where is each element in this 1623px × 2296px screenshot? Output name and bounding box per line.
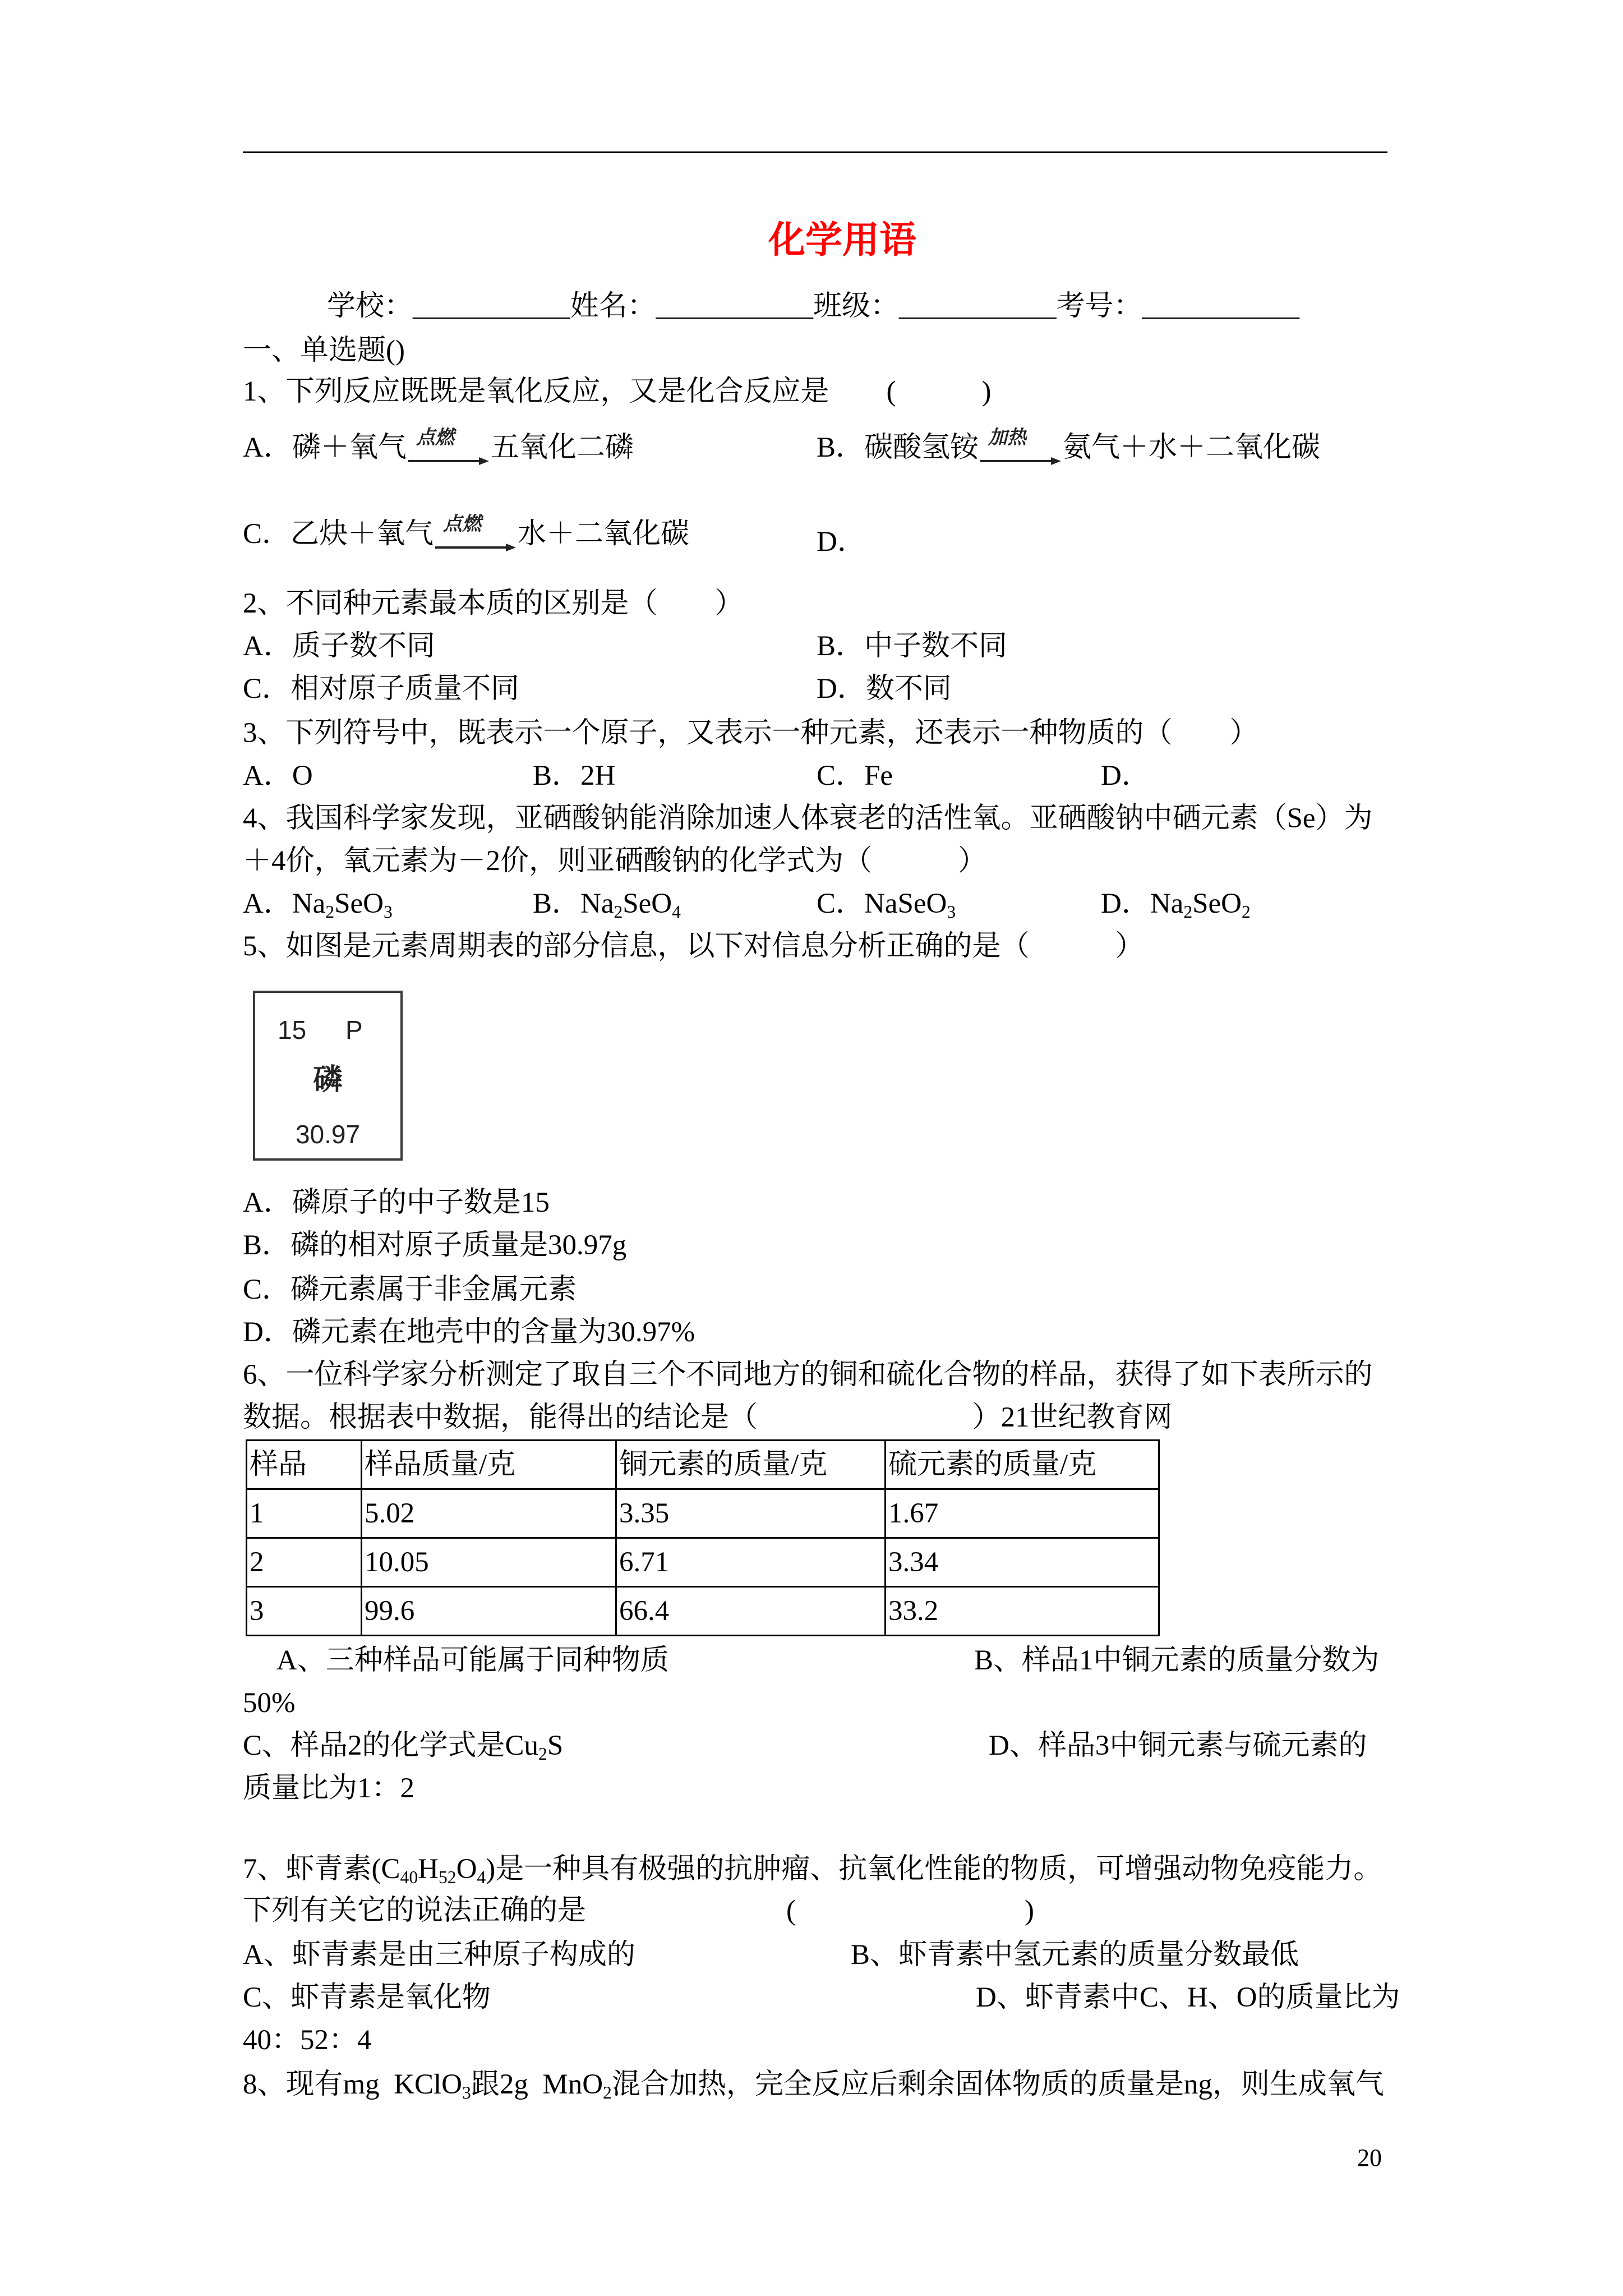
reactants: 碳酸氢铵 bbox=[864, 432, 979, 463]
reaction-arrow bbox=[435, 513, 516, 555]
table-cell: 1 bbox=[247, 1489, 362, 1538]
question-7-option-a: A、虾青素是由三种原子构成的 bbox=[243, 1939, 635, 1971]
subscript: 2 bbox=[1183, 901, 1193, 922]
subscript: 3 bbox=[462, 2082, 471, 2102]
products: 水＋二氧化碳 bbox=[518, 518, 690, 550]
question-1-stem: 1、下列反应既既是氧化反应，又是化合反应是 ( ) bbox=[243, 376, 992, 407]
header-rule bbox=[243, 151, 1387, 153]
option-text: SeO bbox=[623, 888, 672, 919]
stem-text: 7、虾青素(C bbox=[243, 1853, 400, 1885]
subscript: 4 bbox=[477, 1867, 486, 1887]
question-5-option-d: D．磷元素在地壳中的含量为30.97% bbox=[243, 1317, 695, 1348]
question-1-option-c bbox=[243, 513, 689, 555]
question-3-stem: 3、下列符号中，既表示一个原子，又表示一种元素，还表示一种物质的（ ） bbox=[243, 717, 1258, 749]
question-2-option-d: D．数不同 bbox=[817, 673, 952, 705]
question-8-stem bbox=[243, 2063, 1384, 2106]
right-arrow-icon bbox=[435, 543, 516, 552]
reactants: 乙炔＋氧气 bbox=[291, 518, 434, 550]
question-7-stem-line-1 bbox=[243, 1848, 1382, 1890]
table-cell: 66.4 bbox=[616, 1587, 886, 1636]
question-6-option-d: D、样品3中铜元素与硫元素的 bbox=[989, 1730, 1367, 1761]
subscript: 3 bbox=[383, 901, 393, 922]
table-row bbox=[247, 1587, 1159, 1636]
stem-text: 跟2g MnO bbox=[471, 2069, 603, 2100]
question-6-option-a: A、三种样品可能属于同种物质 bbox=[276, 1645, 669, 1676]
table-cell: 1.67 bbox=[886, 1489, 1159, 1538]
question-2-option-a: A．质子数不同 bbox=[243, 631, 435, 662]
question-6-stem-line-1: 6、一位科学家分析测定了取自三个不同地方的铜和硫化合物的样品，获得了如下表所示的 bbox=[243, 1359, 1373, 1391]
table-cell: 3 bbox=[247, 1587, 362, 1636]
option-text: S bbox=[547, 1730, 564, 1761]
right-arrow-icon bbox=[980, 457, 1061, 466]
question-3-option-c: C．Fe bbox=[817, 760, 893, 792]
question-1-option-a bbox=[243, 426, 634, 469]
element-symbol: P bbox=[345, 1015, 363, 1045]
question-3-option-a: A．O bbox=[243, 760, 313, 792]
element-name: 磷 bbox=[313, 1064, 343, 1096]
subscript: 2 bbox=[614, 901, 623, 922]
question-2-stem: 2、不同种元素最本质的区别是（ ） bbox=[243, 588, 744, 619]
stem-text: )是一种具有极强的抗肿瘤、抗氧化性能的物质，可增强动物免疫能力。 bbox=[486, 1853, 1382, 1885]
subscript: 2 bbox=[603, 2082, 612, 2102]
subscript: 2 bbox=[325, 901, 335, 922]
option-label: C． bbox=[243, 518, 291, 550]
table-cell: 10.05 bbox=[362, 1538, 616, 1587]
question-5-option-b: B．磷的相对原子质量是30.97g bbox=[243, 1230, 627, 1261]
reactants: 磷＋氧气 bbox=[292, 432, 407, 463]
stem-text: 混合加热，完全反应后剩余固体物质的质量是ng，则生成氧气 bbox=[611, 2069, 1384, 2100]
question-4-stem-line-2: ＋4价，氧元素为－2价，则亚硒酸钠的化学式为（ ） bbox=[243, 845, 987, 877]
question-3-option-d: D． bbox=[1101, 760, 1150, 792]
option-text: D．Na bbox=[1101, 888, 1184, 919]
question-6-option-b-continued: 50% bbox=[243, 1687, 296, 1719]
reaction-condition: 点燃 bbox=[416, 426, 454, 449]
table-header-row bbox=[247, 1441, 1159, 1489]
page-title: 化学用语 bbox=[768, 218, 916, 261]
question-6-option-b: B、样品1中铜元素的质量分数为 bbox=[974, 1645, 1380, 1676]
stem-text: 8、现有mg KClO bbox=[243, 2069, 463, 2100]
table-cell: 2 bbox=[247, 1538, 362, 1587]
question-4-option-c bbox=[817, 882, 956, 925]
table-cell: 3.34 bbox=[886, 1538, 1159, 1587]
table-cell: 33.2 bbox=[886, 1587, 1159, 1636]
subscript: 52 bbox=[438, 1867, 457, 1887]
subscript: 4 bbox=[672, 901, 681, 922]
question-5-option-c: C．磷元素属于非金属元素 bbox=[243, 1274, 577, 1305]
question-4-option-a bbox=[243, 882, 393, 925]
option-text: A．Na bbox=[243, 888, 326, 919]
periodic-table-element-card bbox=[253, 991, 403, 1161]
reaction-arrow bbox=[408, 426, 489, 469]
reaction-condition: 点燃 bbox=[443, 513, 482, 535]
question-4-stem-line-1: 4、我国科学家发现，亚硒酸钠能消除加速人体衰老的活性氧。亚硒酸钠中硒元素（Se）为 bbox=[243, 803, 1373, 834]
subscript: 40 bbox=[400, 1867, 418, 1887]
atomic-mass: 30.97 bbox=[295, 1120, 361, 1149]
question-1-option-d: D． bbox=[817, 526, 866, 558]
question-7-option-d-continued: 40：52：4 bbox=[243, 2024, 372, 2056]
section-title: 一、单选题() bbox=[243, 335, 405, 366]
table-cell: 6.71 bbox=[616, 1538, 886, 1587]
table-cell: 3.35 bbox=[616, 1489, 886, 1538]
subscript: 2 bbox=[1241, 901, 1251, 922]
option-text: B．Na bbox=[533, 888, 614, 919]
question-6-option-d-continued: 质量比为1：2 bbox=[243, 1773, 415, 1804]
table-row bbox=[247, 1538, 1159, 1587]
question-2-option-b: B．中子数不同 bbox=[817, 631, 1008, 662]
page-number: 20 bbox=[1357, 2144, 1382, 2171]
option-text: SeO bbox=[1192, 888, 1242, 919]
question-7-option-b: B、虾青素中氢元素的质量分数最低 bbox=[851, 1939, 1299, 1971]
question-5-stem: 5、如图是元素周期表的部分信息，以下对信息分析正确的是（ ） bbox=[243, 931, 1144, 962]
option-text: SeO bbox=[334, 888, 384, 919]
table-header-cell: 样品质量/克 bbox=[362, 1441, 616, 1489]
table-header-cell: 硫元素的质量/克 bbox=[886, 1441, 1159, 1489]
question-7-option-c: C、虾青素是氧化物 bbox=[243, 1982, 491, 2013]
subscript: 2 bbox=[538, 1743, 547, 1764]
option-label: A． bbox=[243, 432, 292, 463]
student-info-line: 学校：___________姓名：___________班级：___________考号：___________ bbox=[327, 291, 1300, 322]
option-label: B． bbox=[817, 432, 865, 463]
table-header-cell: 铜元素的质量/克 bbox=[616, 1441, 886, 1489]
question-4-option-b bbox=[533, 882, 681, 925]
sample-data-table bbox=[246, 1439, 1160, 1636]
products: 氨气＋水＋二氧化碳 bbox=[1063, 432, 1321, 463]
option-text: C．NaSeO bbox=[817, 888, 947, 919]
question-3-option-b: B．2H bbox=[533, 760, 616, 792]
products: 五氧化二磷 bbox=[490, 432, 634, 463]
question-7-option-d: D、虾青素中C、H、O的质量比为 bbox=[976, 1982, 1400, 2013]
stem-text: O bbox=[456, 1853, 477, 1885]
option-text: C、样品2的化学式是Cu bbox=[243, 1730, 539, 1761]
question-2-option-c: C．相对原子质量不同 bbox=[243, 673, 520, 705]
question-6-option-c bbox=[243, 1724, 563, 1767]
question-1-option-b bbox=[817, 426, 1320, 469]
question-4-option-d bbox=[1101, 882, 1251, 925]
reaction-condition: 加热 bbox=[988, 426, 1027, 449]
right-arrow-icon bbox=[408, 457, 489, 466]
table-header-cell: 样品 bbox=[247, 1441, 362, 1489]
subscript: 3 bbox=[947, 901, 956, 922]
table-cell: 5.02 bbox=[362, 1489, 616, 1538]
table-cell: 99.6 bbox=[362, 1587, 616, 1636]
question-7-stem-line-2: 下列有关它的说法正确的是 ( ) bbox=[243, 1895, 1034, 1926]
stem-text: H bbox=[418, 1853, 439, 1885]
table-row bbox=[247, 1489, 1159, 1538]
question-5-option-a: A．磷原子的中子数是15 bbox=[243, 1187, 550, 1218]
question-6-stem-line-2: 数据。根据表中数据，能得出的结论是（ ）21世纪教育网 bbox=[243, 1402, 1173, 1433]
reaction-arrow bbox=[980, 426, 1061, 469]
atomic-number: 15 bbox=[278, 1015, 307, 1045]
